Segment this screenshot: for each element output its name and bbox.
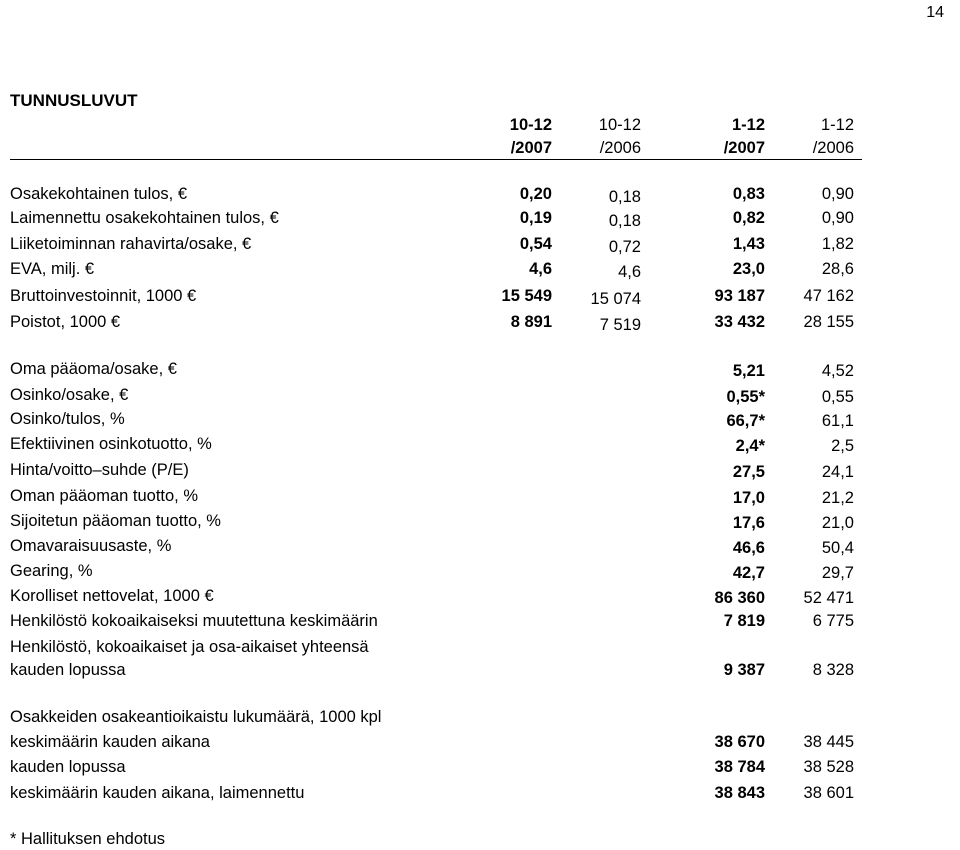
row-label: Liiketoiminnan rahavirta/osake, € (10, 235, 252, 253)
value-q4-2006: 0,18 (608, 212, 641, 230)
header-period: 1-12 (731, 116, 765, 134)
table-row (0, 612, 960, 636)
table-row (0, 461, 960, 485)
value-fy-2006: 28,6 (821, 260, 854, 278)
value-fy-2007: 0,82 (732, 209, 765, 227)
row-label: Osinko/tulos, % (10, 410, 125, 428)
value-fy-2007: 7 819 (723, 612, 765, 630)
value-q4-2007: 0,54 (519, 235, 552, 253)
value-fy-2006: 21,0 (821, 514, 854, 532)
value-fy-2007: 17,6 (732, 514, 765, 532)
value-q4-2007: 4,6 (529, 260, 552, 278)
value-fy-2006: 1,82 (821, 235, 854, 253)
value-q4-2007: 0,19 (519, 209, 552, 227)
table-row (0, 185, 960, 209)
value-fy-2006: 28 155 (803, 313, 854, 331)
row-label: EVA, milj. € (10, 260, 95, 278)
header-year: /2007 (723, 139, 765, 157)
table-row (0, 758, 960, 782)
value-fy-2007: 93 187 (714, 287, 765, 305)
value-fy-2007: 33 432 (714, 313, 765, 331)
header-year: /2007 (510, 139, 552, 157)
value-fy-2006: 47 162 (803, 287, 854, 305)
value-q4-2006: 7 519 (599, 316, 641, 334)
row-label-line2: kauden lopussa (10, 661, 126, 679)
value-fy-2007: 27,5 (732, 463, 765, 481)
value-fy-2007: 66,7* (726, 412, 765, 430)
table-row (0, 784, 960, 808)
value-fy-2007: 9 387 (723, 661, 765, 679)
value-fy-2006: 21,2 (821, 489, 854, 507)
value-q4-2006: 0,18 (608, 188, 641, 206)
column-header-q4-2006 (599, 114, 641, 160)
table-row (0, 386, 960, 410)
table-row (0, 587, 960, 611)
value-fy-2007: 42,7 (732, 564, 765, 582)
value-fy-2006: 0,55 (821, 388, 854, 406)
value-fy-2007: 46,6 (732, 539, 765, 557)
row-label: Osakekohtainen tulos, € (10, 185, 188, 203)
row-label: Bruttoinvestoinnit, 1000 € (10, 287, 197, 305)
row-label: Oman pääoman tuotto, % (10, 487, 199, 505)
row-label: kauden lopussa (10, 758, 126, 776)
row-label: keskimäärin kauden aikana, laimennettu (10, 784, 305, 802)
header-year: /2006 (812, 139, 854, 157)
value-fy-2007: 0,83 (732, 185, 765, 203)
value-fy-2006: 52 471 (803, 589, 854, 607)
value-q4-2007: 15 549 (501, 287, 552, 305)
value-fy-2006: 2,5 (831, 437, 854, 455)
table-row (0, 313, 960, 337)
value-fy-2006: 38 601 (803, 784, 854, 802)
row-label: Oma pääoma/osake, € (10, 360, 177, 378)
value-fy-2006: 38 528 (803, 758, 854, 776)
table-row (0, 512, 960, 536)
table-row (0, 360, 960, 384)
table-row (0, 260, 960, 284)
value-fy-2006: 8 328 (812, 661, 854, 679)
row-label: Osinko/osake, € (10, 386, 129, 404)
row-label: Osakkeiden osakeantioikaistu lukumäärä, 1000 kpl (10, 708, 382, 726)
value-fy-2006: 61,1 (821, 412, 854, 430)
row-label: Gearing, % (10, 562, 93, 580)
row-label: Korolliset nettovelat, 1000 € (10, 587, 214, 605)
value-q4-2007: 0,20 (519, 185, 552, 203)
row-label-line1: Henkilöstö, kokoaikaiset ja osa-aikaiset yhteensä (10, 638, 369, 656)
column-header-q4-2007 (510, 114, 552, 160)
value-fy-2006: 29,7 (821, 564, 854, 582)
row-label: Efektiivinen osinkotuotto, % (10, 435, 212, 453)
header-divider (10, 159, 862, 160)
row-label: Henkilöstö kokoaikaiseksi muutettuna keskimäärin (10, 612, 378, 630)
table-row (0, 487, 960, 511)
value-fy-2006: 38 445 (803, 733, 854, 751)
value-fy-2007: 38 784 (714, 758, 765, 776)
table-row (0, 733, 960, 757)
table-row (0, 209, 960, 233)
row-label: Laimennettu osakekohtainen tulos, € (10, 209, 279, 227)
value-fy-2007: 2,4* (735, 437, 765, 455)
row-label: Omavaraisuusaste, % (10, 537, 172, 555)
value-fy-2007: 0,55* (726, 388, 765, 406)
value-fy-2007: 38 670 (714, 733, 765, 751)
page-title: TUNNUSLUVUT (10, 91, 138, 110)
header-period: 10-12 (598, 116, 641, 134)
value-fy-2006: 24,1 (821, 463, 854, 481)
value-fy-2006: 6 775 (812, 612, 854, 630)
value-fy-2006: 0,90 (821, 185, 854, 203)
row-label: Hinta/voitto–suhde (P/E) (10, 461, 189, 479)
value-fy-2006: 4,52 (821, 362, 854, 380)
value-fy-2006: 0,90 (821, 209, 854, 227)
value-fy-2007: 17,0 (732, 489, 765, 507)
table-row (0, 562, 960, 586)
value-fy-2007: 38 843 (714, 784, 765, 802)
table-row (0, 410, 960, 434)
value-fy-2007: 1,43 (732, 235, 765, 253)
value-fy-2006: 50,4 (821, 539, 854, 557)
row-label: Sijoitetun pääoman tuotto, % (10, 512, 221, 530)
table-row (0, 287, 960, 311)
value-fy-2007: 23,0 (732, 260, 765, 278)
table-row (0, 235, 960, 259)
page-number: 14 (926, 4, 944, 21)
value-q4-2006: 0,72 (608, 238, 641, 256)
table-row (0, 435, 960, 459)
value-fy-2007: 5,21 (732, 362, 765, 380)
table-row-staff-total (0, 638, 960, 688)
value-q4-2006: 15 074 (590, 290, 641, 308)
section-heading-shares (0, 708, 960, 732)
column-header-fy-2007 (724, 114, 765, 160)
header-period: 10-12 (509, 116, 552, 134)
value-q4-2006: 4,6 (618, 263, 641, 281)
header-period: 1-12 (820, 116, 854, 134)
table-row (0, 537, 960, 561)
value-fy-2007: 86 360 (714, 589, 765, 607)
header-year: /2006 (599, 139, 641, 157)
row-label: keskimäärin kauden aikana (10, 733, 210, 751)
column-header-fy-2006 (813, 114, 854, 160)
row-label: Poistot, 1000 € (10, 313, 121, 331)
value-q4-2007: 8 891 (510, 313, 552, 331)
footnote: * Hallituksen ehdotus (10, 830, 166, 848)
